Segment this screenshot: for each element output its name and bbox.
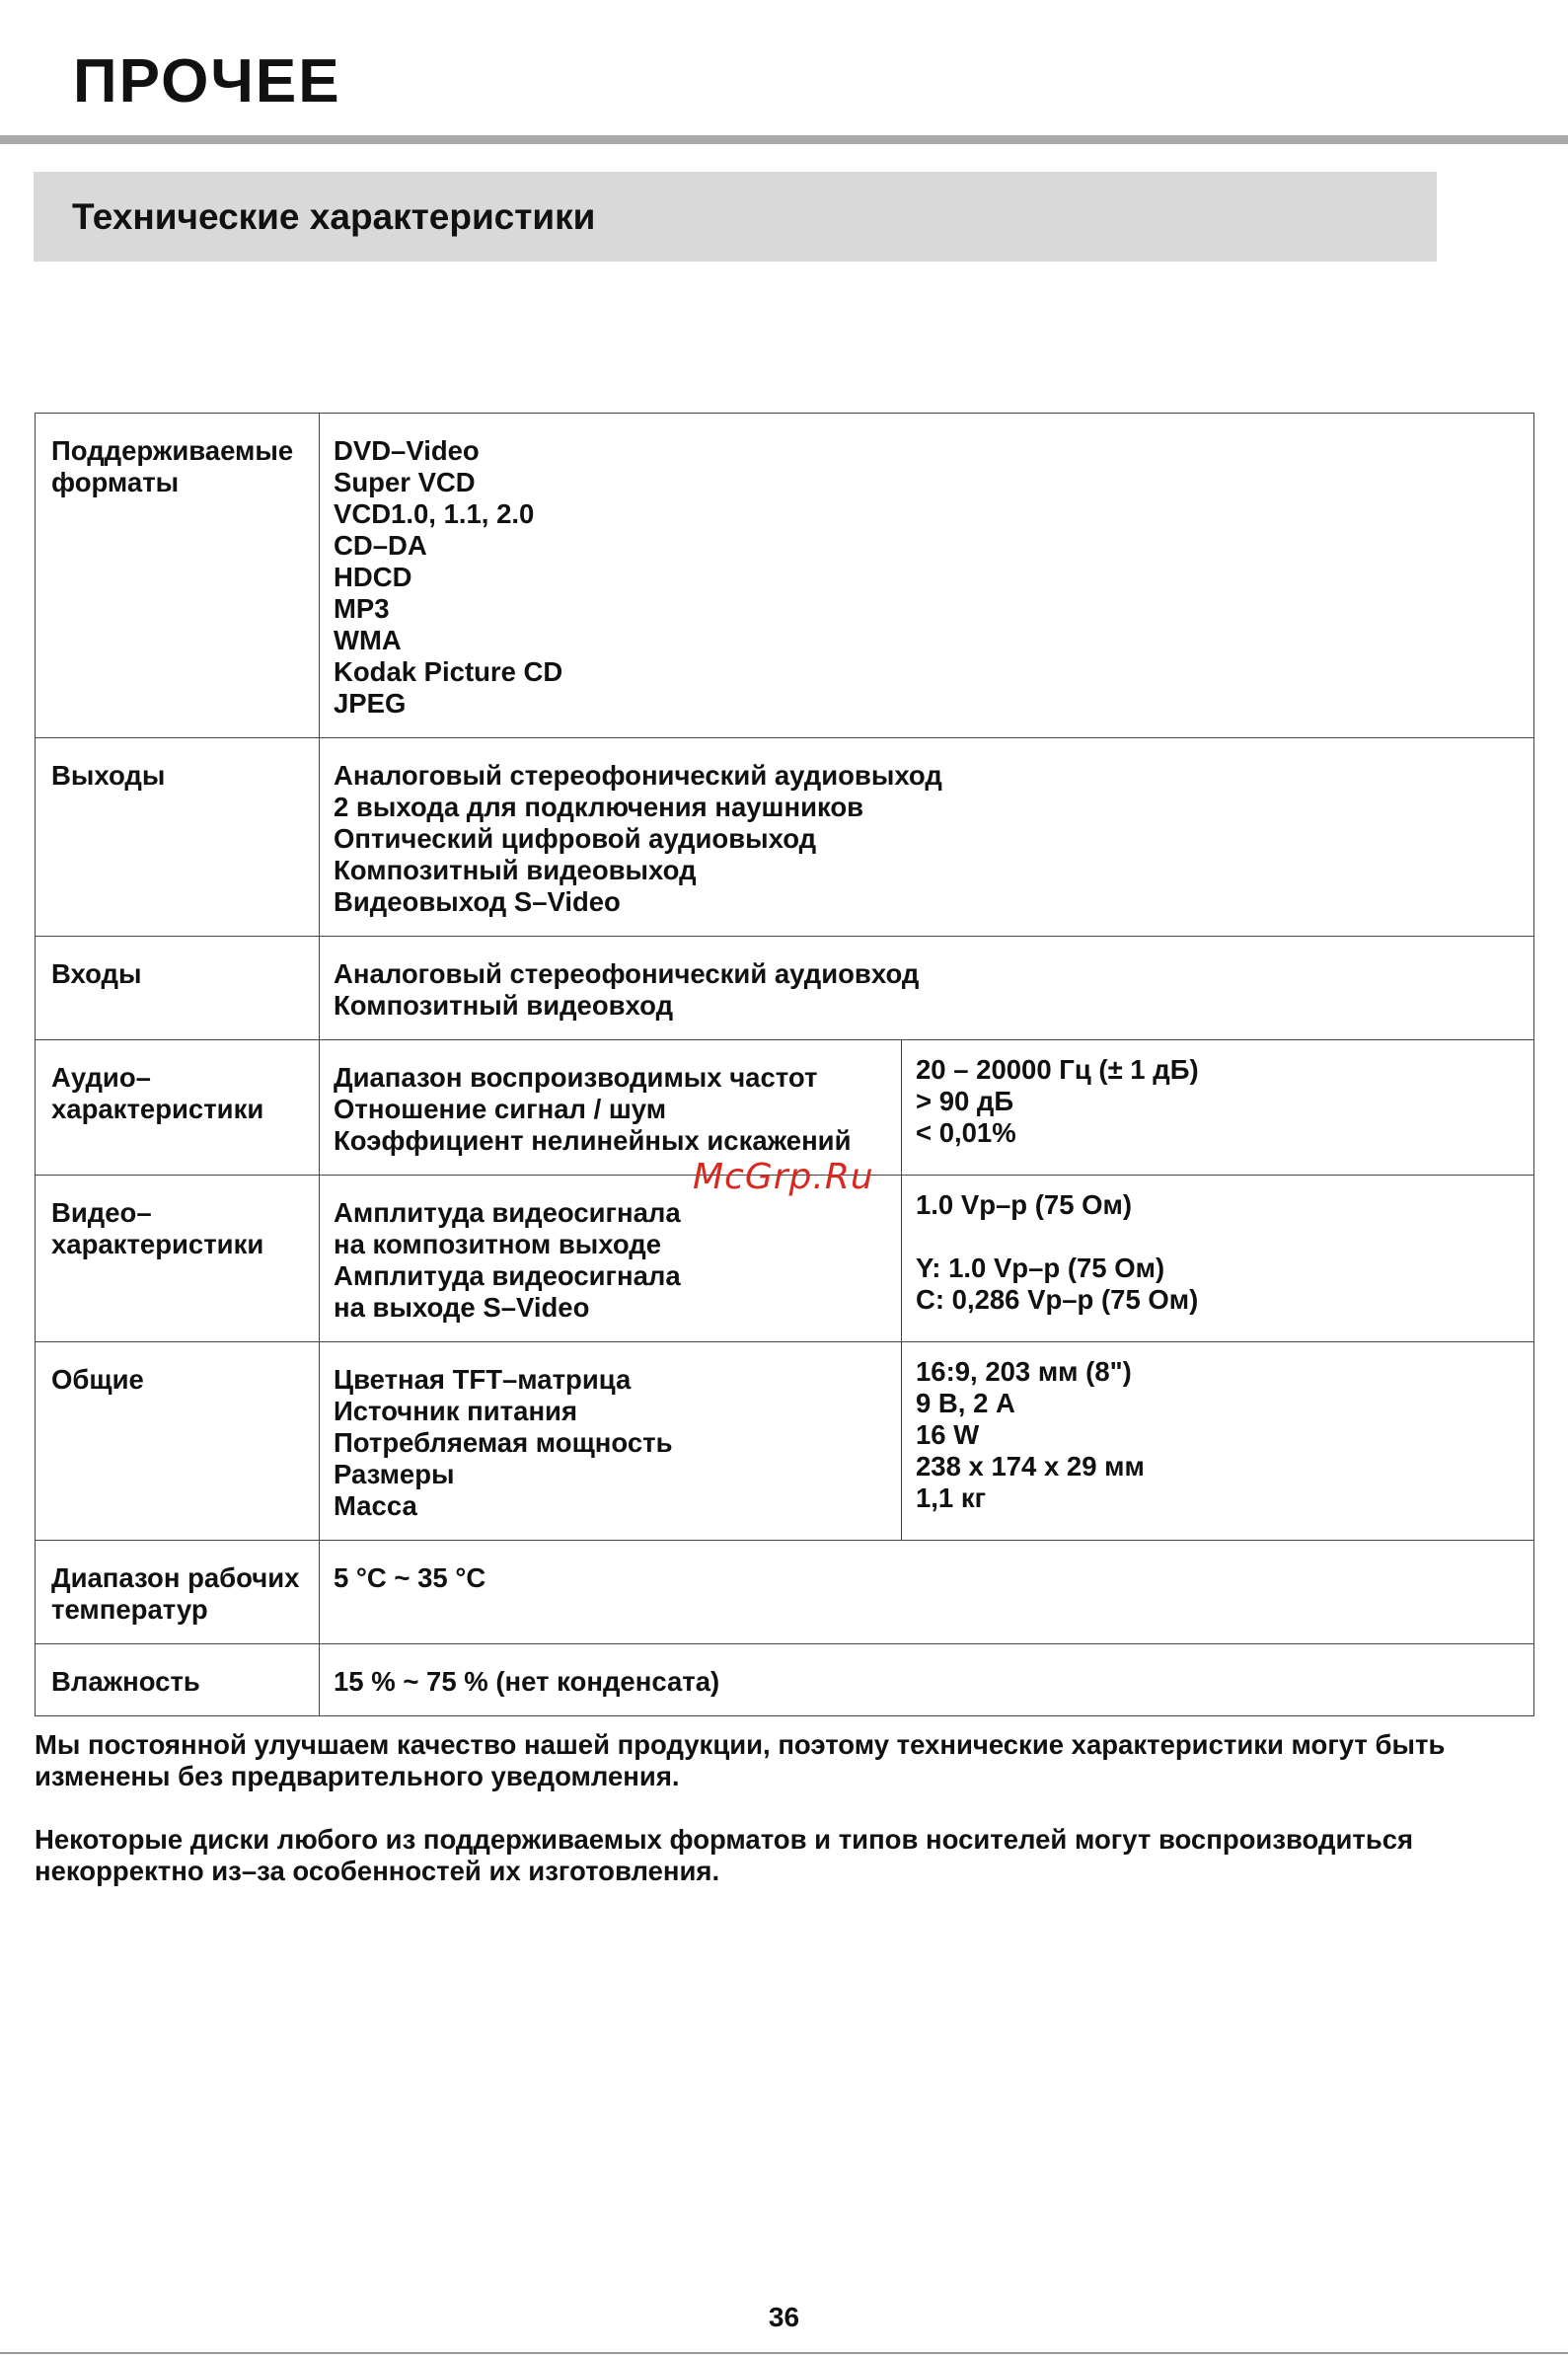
- format-item: DVD–Video: [334, 435, 480, 466]
- row-label: Поддерживаемые форматы: [36, 414, 320, 738]
- row-humidity: [36, 1644, 1534, 1716]
- spec-table: [35, 413, 1534, 1716]
- format-item: Kodak Picture CD: [334, 656, 563, 687]
- row-label: Общие: [36, 1342, 320, 1541]
- row-video: [36, 1176, 1534, 1342]
- row-audio: [36, 1040, 1534, 1176]
- row-label: Аудио– характеристики: [36, 1040, 320, 1176]
- row-values: 15 % ~ 75 % (нет конденсата): [320, 1644, 1534, 1716]
- row-values: 20 – 20000 Гц (± 1 дБ) > 90 дБ < 0,01%: [902, 1040, 1534, 1176]
- bottom-rule: [0, 2352, 1568, 2354]
- format-item: Super VCD: [334, 467, 476, 497]
- watermark: McGrp.Ru: [693, 1157, 874, 1197]
- format-item: HDCD: [334, 562, 412, 592]
- row-label: Влажность: [36, 1644, 320, 1716]
- note-paragraph: Некоторые диски любого из поддерживаемых форматов и типов носителей могут воспроизводиться некорректно из–за особенностей их изготовления.: [35, 1824, 1414, 1886]
- row-formats: [36, 414, 1534, 738]
- notes: [35, 1729, 1534, 1919]
- row-label: Диапазон рабочих температур: [36, 1541, 320, 1644]
- note-paragraph: Мы постоянной улучшаем качество нашей продукции, поэтому технические характеристики могут быть изменены без предварительного уведомления.: [35, 1729, 1446, 1791]
- row-values: 5 °C ~ 35 °C: [320, 1541, 1534, 1644]
- page-number: 36: [768, 2302, 800, 2332]
- row-inputs: [36, 937, 1534, 1040]
- row-params: Амплитуда видеосигнала на композитном выходе Амплитуда видеосигнала на выходе S–Video: [320, 1176, 902, 1342]
- title-rule: [0, 135, 1568, 144]
- row-temperature: [36, 1541, 1534, 1644]
- row-values: Аналоговый стереофонический аудиовход Композитный видеовход: [320, 937, 1534, 1040]
- row-general: [36, 1342, 1534, 1541]
- row-outputs: [36, 738, 1534, 937]
- section-header: [34, 172, 1437, 262]
- format-item: CD–DA: [334, 530, 427, 561]
- row-label: Видео– характеристики: [36, 1176, 320, 1342]
- page-title: ПРОЧЕЕ: [73, 47, 341, 115]
- row-values: [320, 414, 1534, 738]
- format-item: VCD1.0, 1.1, 2.0: [334, 498, 535, 529]
- section-title: Технические характеристики: [72, 196, 596, 237]
- row-values: 1.0 Vp–p (75 Ом) Y: 1.0 Vp–p (75 Ом) C: 0,286 Vp–p (75 Ом): [902, 1176, 1534, 1342]
- row-label: Входы: [36, 937, 320, 1040]
- row-values: Аналоговый стереофонический аудиовыход 2 выхода для подключения наушников Оптический цифровой аудиовыход Композитный видеовыход Видеовыход S–Video: [320, 738, 1534, 937]
- row-params: Цветная TFT–матрица Источник питания Потребляемая мощность Размеры Масса: [320, 1342, 902, 1541]
- row-label: Выходы: [36, 738, 320, 937]
- row-params: Диапазон воспроизводимых частот Отношение сигнал / шум Коэффициент нелинейных искажений: [320, 1040, 902, 1176]
- format-item: WMA: [334, 625, 402, 655]
- row-values: 16:9, 203 мм (8") 9 В, 2 А 16 W 238 x 174 x 29 мм 1,1 кг: [902, 1342, 1534, 1541]
- format-item: JPEG: [334, 688, 407, 719]
- format-item: MP3: [334, 593, 390, 624]
